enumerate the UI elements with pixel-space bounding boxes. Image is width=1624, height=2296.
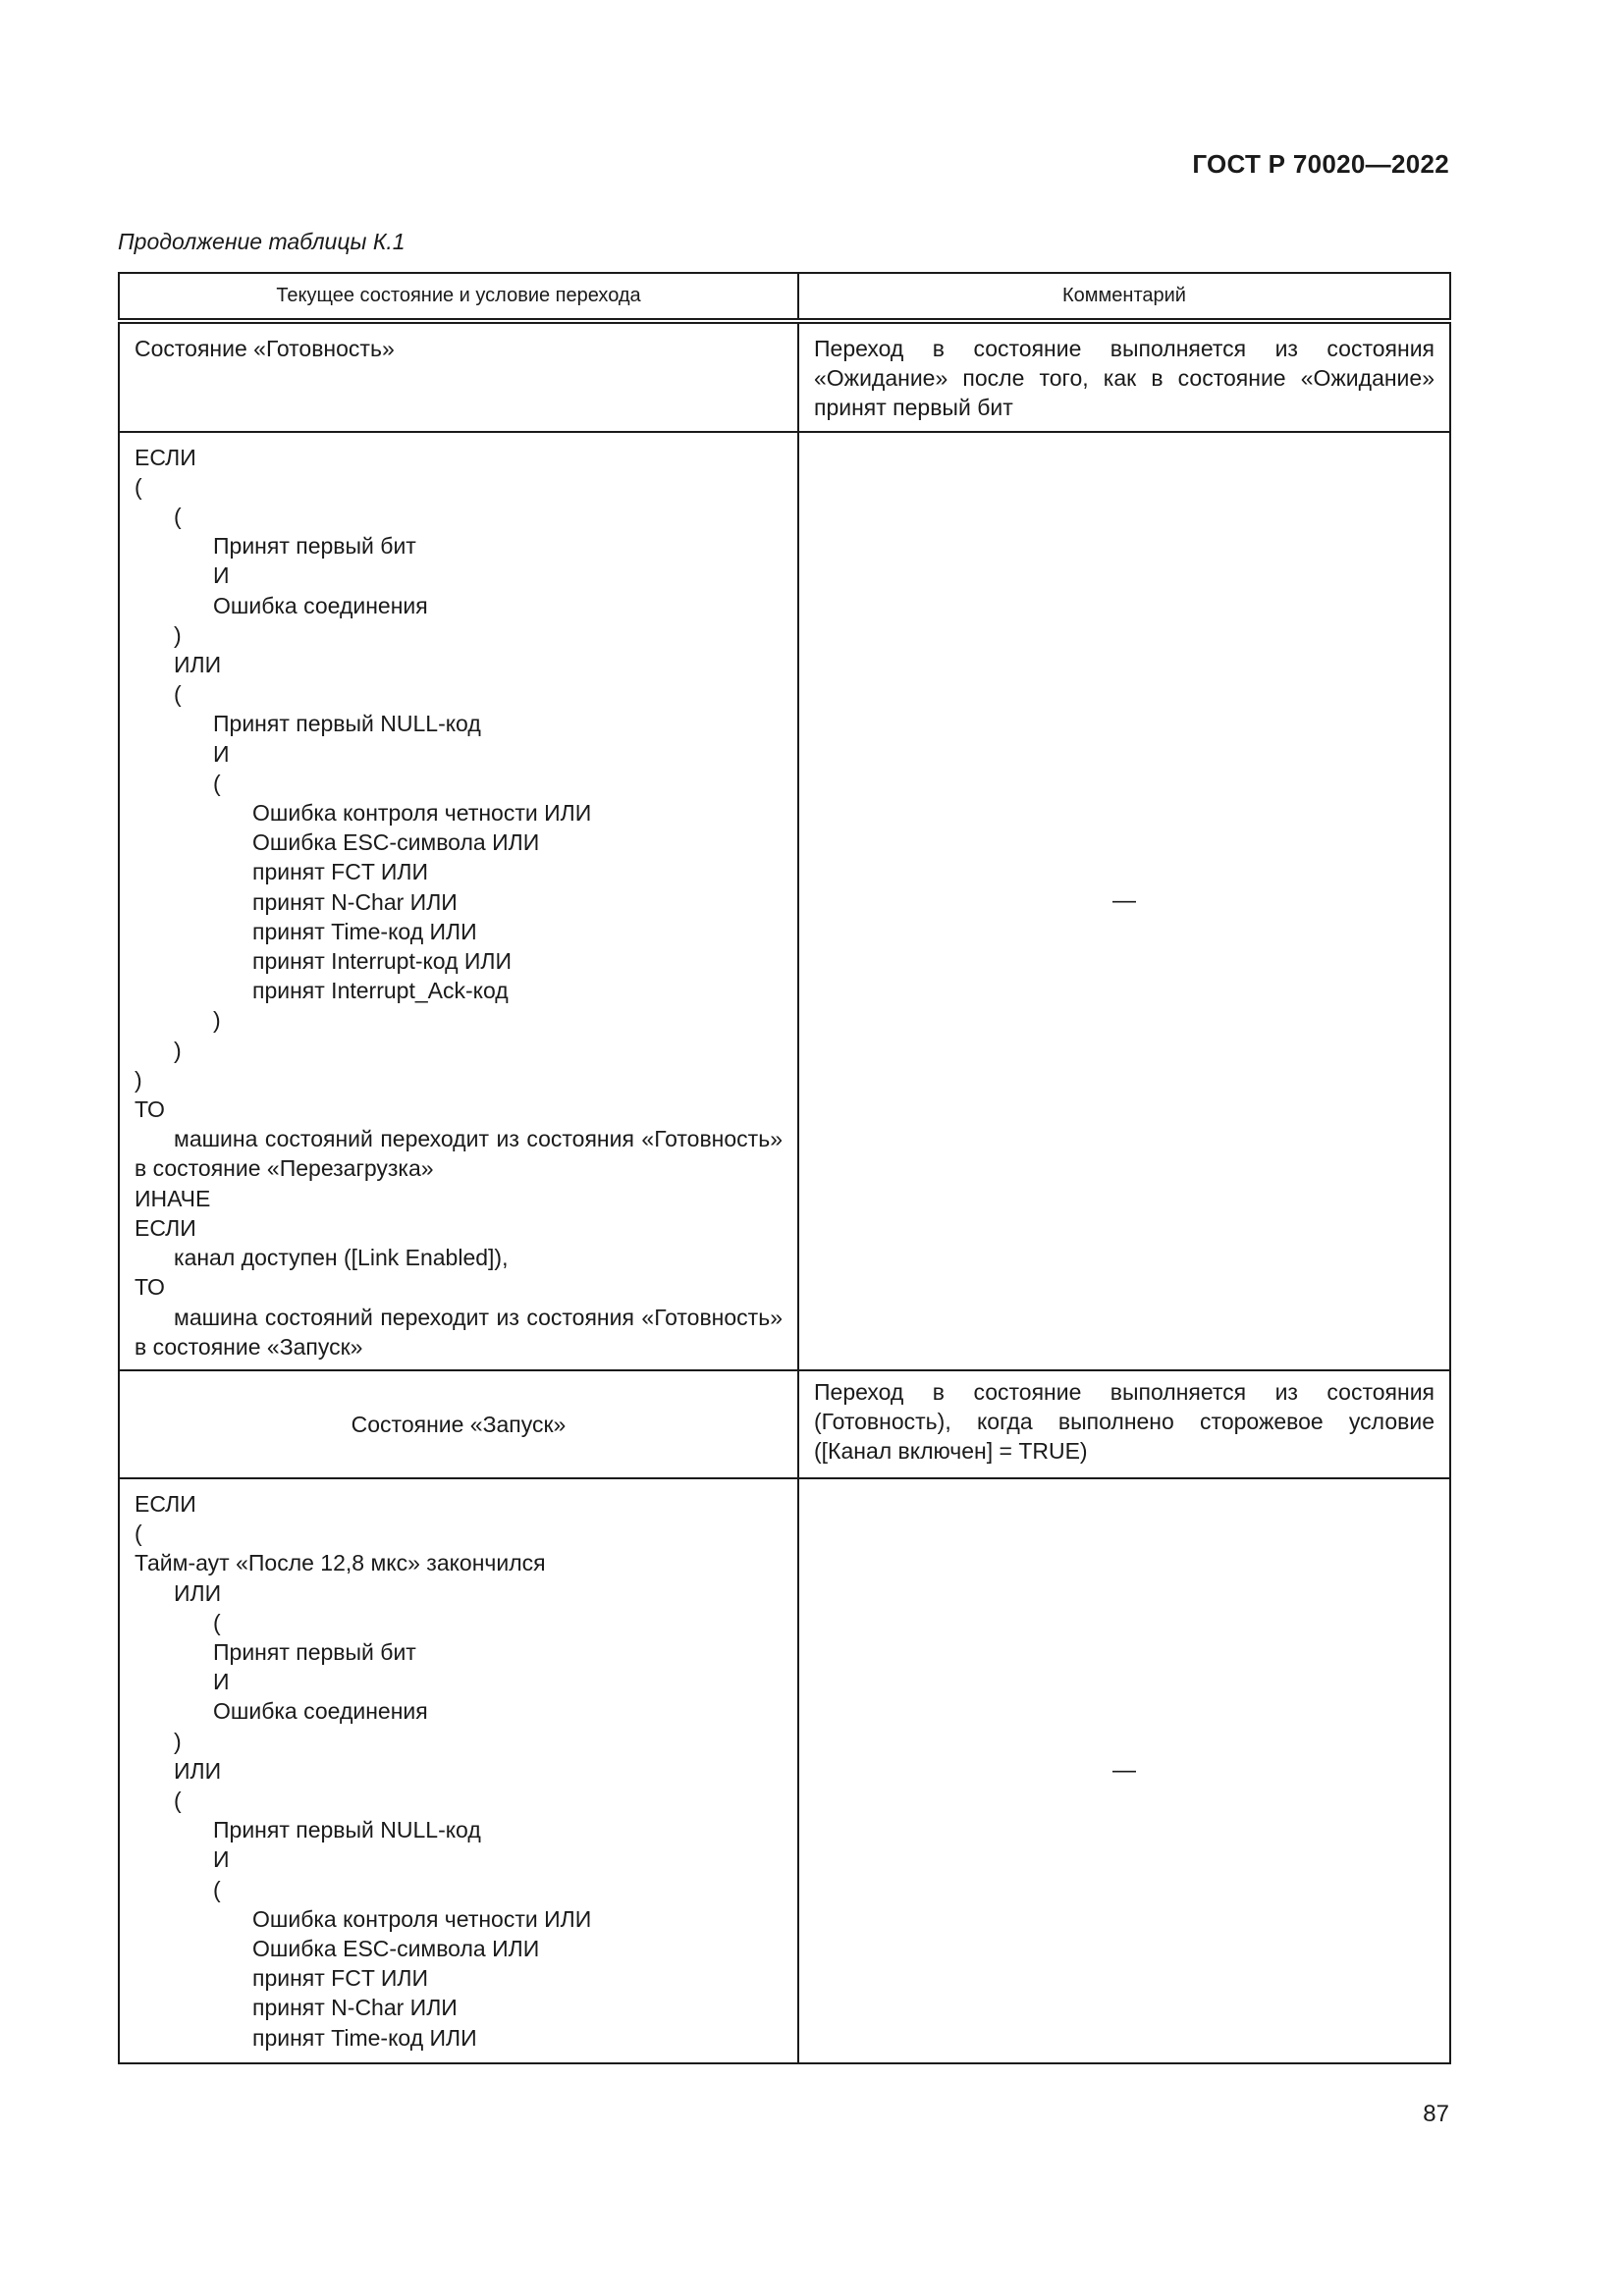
condition-line: ( (174, 504, 182, 530)
condition-line: ) (174, 1037, 182, 1063)
condition-line: Ошибка соединения (213, 592, 428, 618)
column-header-comment: Комментарий (798, 273, 1450, 321)
standard-code: ГОСТ Р 70020—2022 (1192, 149, 1449, 179)
condition-line: ( (135, 1521, 142, 1547)
condition-line: принят N-Char ИЛИ (252, 888, 458, 915)
condition-line: машина состояний переходит из состояния «Готовность» в состояние «Запуск» (135, 1304, 783, 1360)
condition-line: ( (174, 1787, 182, 1813)
comment-cell (798, 1478, 1450, 2063)
condition-line: принят FCT ИЛИ (252, 1965, 429, 1992)
comment-cell (798, 321, 1450, 432)
page-number: 87 (1423, 2101, 1449, 2127)
condition-line: Принят первый NULL-код (213, 711, 481, 737)
condition-line: ) (174, 1728, 182, 1754)
condition-line: принят Time-код ИЛИ (252, 918, 477, 944)
condition-line: ТО (135, 1096, 165, 1123)
condition-line: принят Interrupt-код ИЛИ (252, 948, 513, 975)
condition-line: ) (213, 1007, 221, 1034)
condition-line: Ошибка ESC-символа ИЛИ (252, 1935, 540, 1961)
transition-table (118, 272, 1451, 2064)
condition-line: ИНАЧЕ (135, 1185, 211, 1211)
condition-line: И (213, 1669, 230, 1695)
condition-line: ( (213, 1609, 221, 1635)
condition-line: принят Time-код ИЛИ (252, 2024, 477, 2051)
condition-line: Ошибка ESC-символа ИЛИ (252, 829, 540, 856)
state-title: Состояние «Готовность» (135, 336, 395, 361)
condition-line: принят Interrupt_Ack-код (252, 978, 509, 1004)
comment-dash: — (1112, 1757, 1136, 1785)
table-caption: Продолжение таблицы К.1 (118, 229, 406, 254)
state-title: Состояние «Запуск» (351, 1411, 567, 1437)
condition-line: ИЛИ (174, 1579, 222, 1606)
condition-cell (119, 1478, 798, 2063)
condition-line: машина состояний переходит из состояния «Готовность» в состояние «Перезагрузка» (135, 1126, 783, 1182)
comment-cell (798, 1370, 1450, 1478)
condition-line: ИЛИ (174, 1757, 222, 1784)
condition-line: Принят первый бит (213, 533, 416, 560)
comment-text: Переход в состояние выполняется из состояния «Ожидание» после того, как в состояние «Ожидание» принят первый бит (814, 336, 1435, 421)
condition-line: ( (135, 473, 142, 500)
condition-line: ЕСЛИ (135, 444, 196, 470)
table-row (119, 1478, 1450, 2063)
column-header-state: Текущее состояние и условие перехода (119, 273, 798, 321)
condition-line: ) (174, 621, 182, 648)
condition-line: ( (174, 681, 182, 708)
table-row (119, 1370, 1450, 1478)
condition-line: И (213, 740, 230, 767)
condition-line: ЕСЛИ (135, 1490, 196, 1517)
condition-line: ТО (135, 1274, 165, 1301)
condition-line: Принят первый бит (213, 1638, 416, 1665)
condition-line: Ошибка контроля четности ИЛИ (252, 800, 592, 827)
state-cell (119, 321, 798, 432)
comment-cell (798, 432, 1450, 1370)
condition-line: И (213, 1846, 230, 1873)
state-cell (119, 1370, 798, 1478)
condition-line: канал доступен ([Link Enabled]), (174, 1245, 509, 1271)
condition-line: принят N-Char ИЛИ (252, 1995, 458, 2021)
condition-line: Ошибка контроля четности ИЛИ (252, 1905, 592, 1932)
condition-line: Ошибка соединения (213, 1698, 428, 1725)
condition-line: принят FCT ИЛИ (252, 859, 429, 885)
condition-line: ( (213, 1876, 221, 1902)
table-header-row (119, 273, 1450, 321)
table-row (119, 432, 1450, 1370)
comment-text: Переход в состояние выполняется из состояния (Готовность), когда выполнено сторожевое условие ([Канал включен] = TRUE) (814, 1378, 1435, 1465)
condition-line: ИЛИ (174, 652, 222, 678)
condition-line: И (213, 562, 230, 589)
condition-line: Принят первый NULL-код (213, 1817, 481, 1843)
condition-cell (119, 432, 798, 1370)
table-row (119, 321, 1450, 432)
condition-line: ) (135, 1066, 142, 1093)
comment-dash: — (1112, 887, 1136, 915)
condition-line: Тайм-аут «После 12,8 мкс» закончился (135, 1550, 546, 1576)
condition-line: ( (213, 770, 221, 796)
condition-line: ЕСЛИ (135, 1214, 196, 1241)
